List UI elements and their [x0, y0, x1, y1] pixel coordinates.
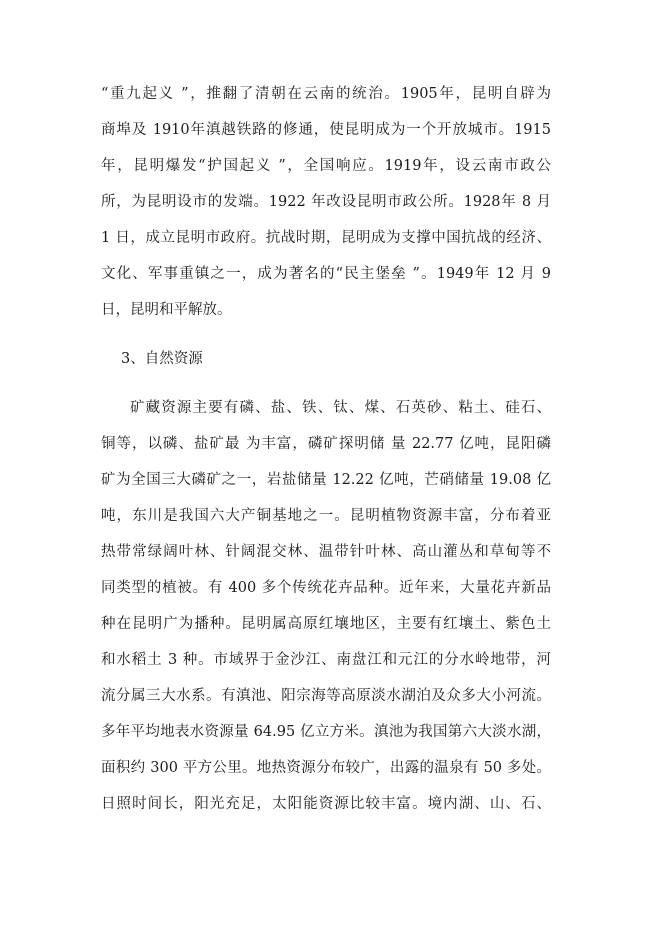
- history-line-2: 商埠及 1910年滇越铁路的修通，使昆明成为一个开放城市。1915: [101, 122, 551, 138]
- resources-line-2: 铜等，以磷、盐矿最 为丰富，磷矿探明储 量 22.77 亿吨，昆阳磷: [101, 436, 551, 452]
- resources-line-1: 矿藏资源主要有磷、盐、铁、钛、煤、石英砂、粘土、硅石、: [130, 400, 551, 416]
- resources-line-5: 热带常绿阔叶林、针阔混交林、温带针叶林、高山灌丛和草甸等不: [101, 544, 551, 560]
- resources-line-8: 和水稻土 3 种。市域界于金沙江、南盘江和元江的分水岭地带，河: [101, 652, 551, 668]
- history-line-5: 1 日，成立昆明市政府。抗战时期，昆明成为支撑中国抗战的经济、: [101, 230, 551, 246]
- resources-line-12: 日照时间长，阳光充足，太阳能资源比较丰富。境内湖、山、石、: [101, 796, 551, 812]
- resources-line-10: 多年平均地表水资源量 64.95 亿立方米。滇池为我国第六大淡水湖，: [101, 724, 551, 740]
- resources-line-9: 流分属三大水系。有滇池、阳宗海等高原淡水湖泊及众多大小河流。: [101, 688, 551, 704]
- history-line-3: 年，昆明爆发“护国起义 ”，全国响应。1919年，设云南市政公: [101, 158, 551, 174]
- history-line-6: 文化、军事重镇之一，成为著名的“民主堡垒 ”。1949年 12 月 9: [101, 266, 551, 282]
- resources-line-4: 吨，东川是我国六大产铜基地之一。昆明植物资源丰富，分布着亚: [101, 508, 551, 524]
- history-line-7: 日，昆明和平解放。: [101, 302, 232, 318]
- resources-line-7: 种在昆明广为播种。昆明属高原红壤地区，主要有红壤土、紫色土: [101, 616, 551, 632]
- resources-line-11: 面积约 300 平方公里。地热资源分布较广，出露的温泉有 50 多处。: [101, 760, 551, 776]
- history-line-4: 所，为昆明设市的发端。1922 年改设昆明市政公所。1928年 8 月: [101, 194, 551, 210]
- history-line-1: “重九起义 ”，推翻了清朝在云南的统治。1905年，昆明自辟为: [101, 86, 551, 102]
- resources-line-6: 同类型的植被。有 400 多个传统花卉品种。近年来，大量花卉新品: [101, 580, 551, 596]
- resources-line-3: 矿为全国三大磷矿之一，岩盐储量 12.22 亿吨，芒硝储量 19.08 亿: [101, 472, 551, 488]
- section-heading: 3、自然资源: [121, 351, 203, 367]
